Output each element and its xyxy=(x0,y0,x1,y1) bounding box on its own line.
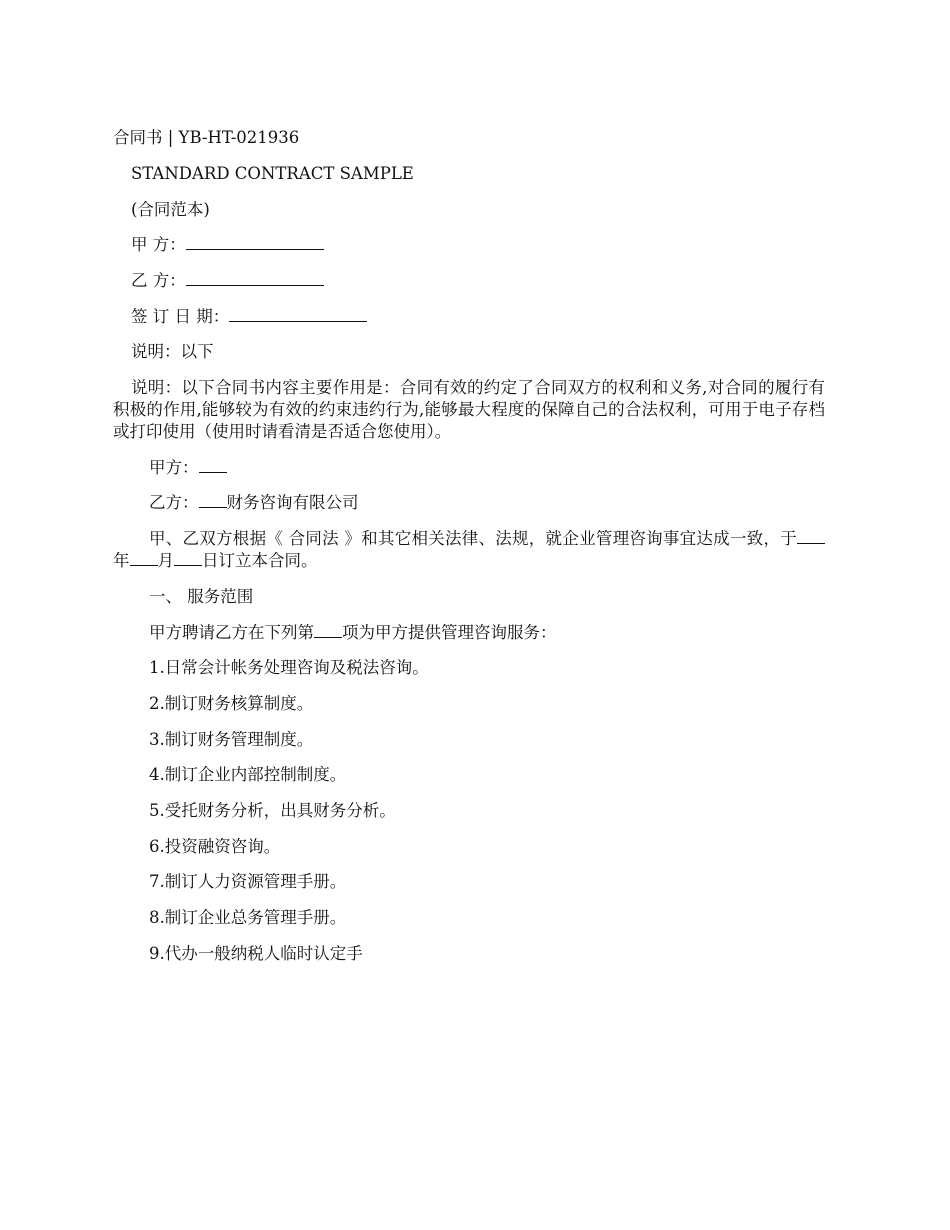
body-party-a-blank xyxy=(199,458,227,473)
agreement-text: 甲、乙双方根据《 合同法 》和其它相关法律、法规，就企业管理咨询事宜达成一致，于 xyxy=(149,529,797,548)
service-item: 3.制订财务管理制度。 xyxy=(149,730,314,749)
service-intro-text-2: 项为甲方提供管理咨询服务： xyxy=(342,623,557,642)
intro-short-label: 说明：以下 xyxy=(131,342,214,361)
body-party-b xyxy=(149,492,359,514)
day-blank xyxy=(174,551,202,566)
party-a-blank xyxy=(186,235,324,250)
intro-description: 说明：以下合同书内容主要作用是：合同有效的约定了合同双方的权利和义务,对合同的履行有积极的作用,能够较为有效的约束违约行为,能够最大程度的保障自己的合法权利，可用于电子存档或打印使用（使用时请看清是否适合您使用）。 xyxy=(113,378,825,441)
party-a-label: 甲 方： xyxy=(131,235,186,254)
service-item: 1.日常会计帐务处理咨询及税法咨询。 xyxy=(149,658,429,677)
service-item: 5.受托财务分析，出具财务分析。 xyxy=(149,801,396,820)
document-note: (合同范本) xyxy=(131,200,210,219)
party-b-field xyxy=(131,270,324,292)
agreement-month: 月 xyxy=(157,551,174,570)
sign-date-field xyxy=(131,306,367,328)
year-blank xyxy=(797,529,825,544)
body-party-a-label: 甲方： xyxy=(149,458,199,477)
service-intro xyxy=(149,622,557,644)
agreement-day: 日订立本合同。 xyxy=(202,551,318,570)
service-item: 9.代办一般纳税人临时认定手 xyxy=(149,944,363,963)
body-party-b-label: 乙方： xyxy=(149,493,199,512)
party-a-field xyxy=(131,234,324,256)
agreement-paragraph xyxy=(113,528,825,572)
month-blank xyxy=(130,551,158,566)
service-item: 2.制订财务核算制度。 xyxy=(149,694,314,713)
party-b-blank xyxy=(186,271,324,286)
document-subtitle: STANDARD CONTRACT SAMPLE xyxy=(131,164,414,183)
service-item-blank xyxy=(314,623,342,638)
body-party-b-company: 财务咨询有限公司 xyxy=(226,493,359,512)
document-title: 合同书 | YB-HT-021936 xyxy=(113,128,300,147)
service-item: 8.制订企业总务管理手册。 xyxy=(149,908,347,927)
service-item: 4.制订企业内部控制制度。 xyxy=(149,765,347,784)
section-title: 一、 服务范围 xyxy=(149,587,254,606)
body-party-b-blank xyxy=(199,493,227,508)
sign-date-label: 签 订 日 期： xyxy=(131,307,230,326)
body-party-a xyxy=(149,457,227,479)
service-intro-text: 甲方聘请乙方在下列第 xyxy=(149,623,314,642)
party-b-label: 乙 方： xyxy=(131,271,186,290)
sign-date-blank xyxy=(229,307,367,322)
service-item: 7.制订人力资源管理手册。 xyxy=(149,872,347,891)
service-item: 6.投资融资咨询。 xyxy=(149,837,281,856)
agreement-year: 年 xyxy=(113,551,130,570)
